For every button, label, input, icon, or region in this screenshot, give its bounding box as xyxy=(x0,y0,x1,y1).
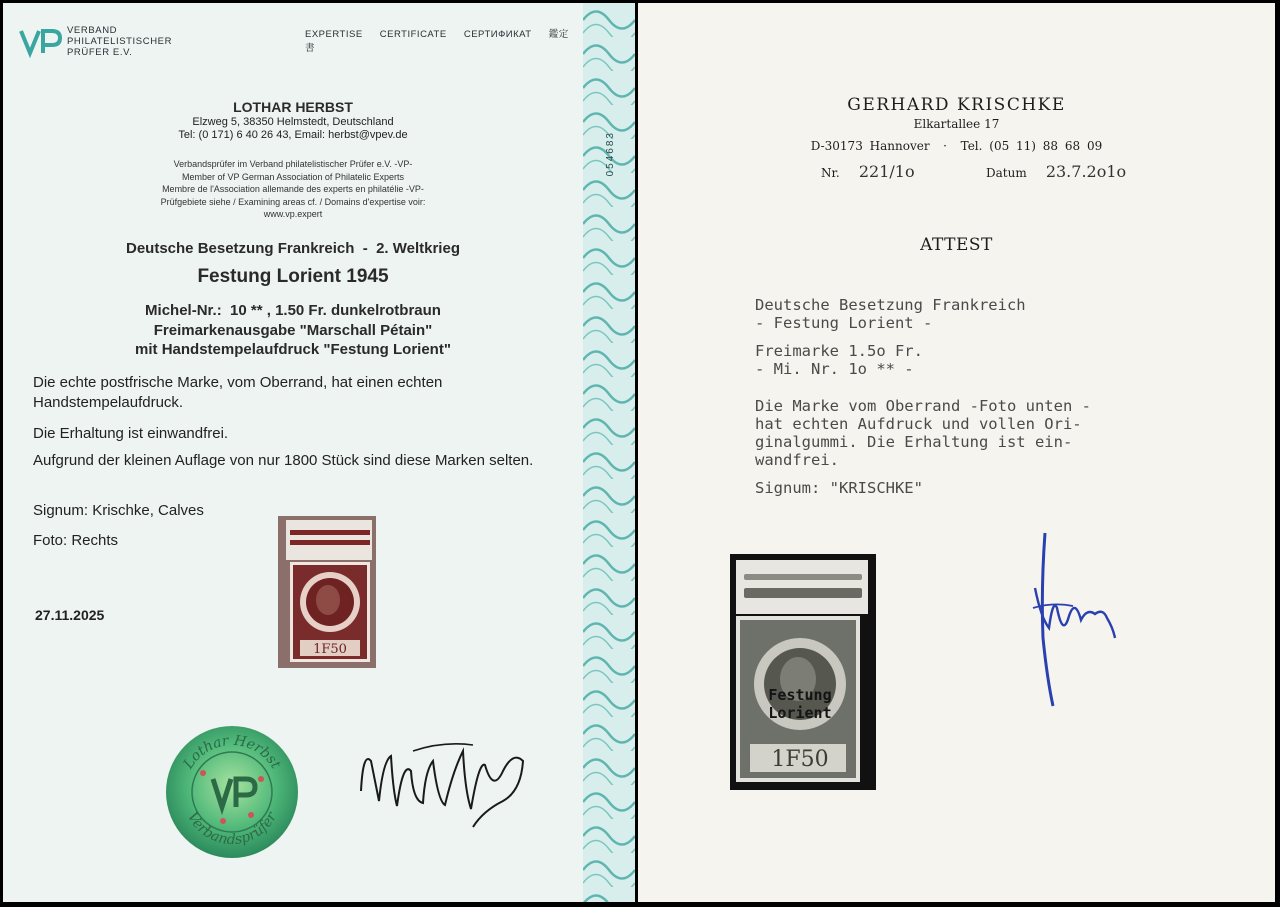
stamp-photo-small xyxy=(278,516,376,668)
attest-line-2: - Festung Lorient - xyxy=(755,314,933,332)
attest-line-6: hat echten Aufdruck und vollen Ori- xyxy=(755,415,1082,433)
paragraph-condition: Die Erhaltung ist einwandfrei. xyxy=(33,425,229,442)
vp-certificate xyxy=(3,3,583,902)
attest-expert-name: GERHARD KRISCHKE xyxy=(847,95,1066,115)
certificate-heading: Deutsche Besetzung Frankreich - 2. Weltkrieg xyxy=(126,240,460,257)
stamp-value-large: 1F50 xyxy=(771,747,829,772)
attest-number: Nr. 221/1o xyxy=(821,162,915,181)
attest-document xyxy=(638,3,1275,902)
attest-line-3: Freimarke 1.5o Fr. xyxy=(755,342,923,360)
expert-name: LOTHAR HERBST xyxy=(233,99,353,115)
paragraph-rarity: Aufgrund der kleinen Auflage von nur 1800 Stück sind diese Marken selten. xyxy=(33,452,534,469)
attest-line-5: Die Marke vom Oberrand -Foto unten - xyxy=(755,397,1091,415)
attest-date: Datum 23.7.2o1o xyxy=(986,162,1127,181)
stamp-title: Festung Lorient 1945 xyxy=(197,266,389,287)
attest-line-9: Signum: "KRISCHKE" xyxy=(755,479,923,497)
security-strip xyxy=(583,3,635,902)
attest-street: Elkartallee 17 xyxy=(913,117,1000,131)
expert-address: Elzweg 5, 38350 Helmstedt, Deutschland Tel: (0 171) 6 40 26 43, Email: herbst@vpev.de xyxy=(178,116,408,141)
certificate-date: 27.11.2025 xyxy=(35,607,105,623)
signum-line: Signum: Krischke, Calves xyxy=(33,502,204,519)
attest-line-1: Deutsche Besetzung Frankreich xyxy=(755,296,1026,314)
vp-logo-icon xyxy=(19,25,63,59)
seal-bottom-text: Verbandsprüfer xyxy=(183,809,281,849)
overprint-festung: Festung xyxy=(768,686,832,704)
attest-phone: D-30173 Hannover · Tel. (05 11) 88 68 09 xyxy=(810,139,1103,153)
signature-krischke xyxy=(1023,528,1123,713)
attest-line-8: wandfrei. xyxy=(755,451,839,469)
attest-line-4: - Mi. Nr. 1o ** - xyxy=(755,360,914,378)
michel-description: Michel-Nr.: 10 ** , 1.50 Fr. dunkelrotbraun Freimarkenausgabe "Marschall Pétain" mit Handstempelaufdruck "Festung Lorient" xyxy=(135,302,451,358)
signature-herbst xyxy=(353,731,538,831)
association-name: VERBAND PHILATELISTISCHER PRÜFER E.V. xyxy=(67,25,173,58)
foto-line: Foto: Rechts xyxy=(33,532,119,549)
attest-title: ATTEST xyxy=(920,235,993,255)
overprint-lorient: Lorient xyxy=(768,704,832,722)
membership-text: Verbandsprüfer im Verband philatelistischer Prüfer e.V. -VP- Member of VP German Association of Philatelic Experts Membre de l'Association allemande des experts en philatélie -VP- Prüfgebiete siehe / Examining areas cf. / Domains d'expertise voir: www.vp.expert xyxy=(160,159,426,219)
stamp-photo-large xyxy=(730,554,876,790)
seal-top-text: Lothar Herbst xyxy=(180,732,284,772)
attest-line-7: ginalgummi. Die Erhaltung ist ein- xyxy=(755,433,1073,451)
paragraph-genuine: Die echte postfrische Marke, vom Oberrand, hat einen echten Handstempelaufdruck. xyxy=(33,374,443,411)
stamp-value-small: 1F50 xyxy=(313,642,347,657)
certificate-titles: EXPERTISE CERTIFICATE СЕРТИФИКАТ 鑑定書 xyxy=(305,29,569,54)
hologram-seal-icon xyxy=(163,723,301,861)
serial-number: 054683 xyxy=(605,131,616,177)
